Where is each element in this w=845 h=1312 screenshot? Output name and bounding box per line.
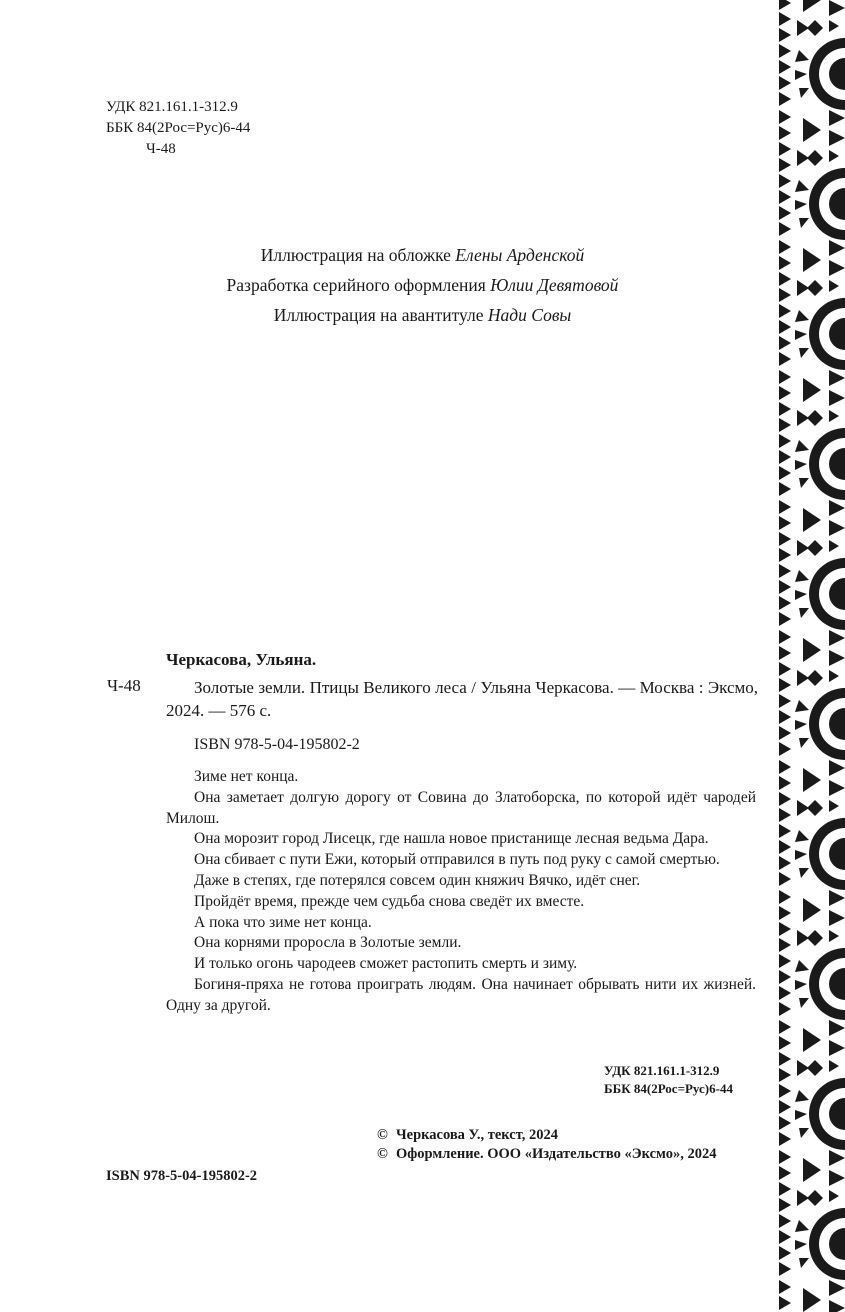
copyright-symbol: © [377,1146,388,1162]
bibliographic-description: Золотые земли. Птицы Великого леса / Ульяна Черкасова. — Москва : Эксмо, 2024. — 576 с. [166,678,758,720]
udk-code: УДК 821.161.1-312.9 [604,1063,720,1078]
author-mark: Ч-48 [146,141,176,157]
annotation-paragraph: Она морозит город Лисецк, где нашла новое пристанище лесная ведьма Дара. [194,830,709,848]
annotation-paragraph: Пройдёт время, прежде чем судьба снова сведёт их вместе. [194,892,585,910]
annotation-paragraph: И только огонь чародеев сможет растопить смерть и зиму. [194,955,578,973]
copyright-block [377,1126,757,1164]
bottom-classification [604,1062,733,1098]
annotation-paragraph: Даже в степях, где потерялся совсем один княжич Вячко, идёт снег. [194,871,641,889]
annotation-paragraph: Зиме нет конца. [194,768,299,785]
ornament-border [779,0,845,1312]
udk-code: УДК 821.161.1-312.9 [106,99,238,115]
annotation-paragraph: Она заметает долгую дорогу от Совина до Златоборска, по которой идёт чародей Милош. [166,788,756,827]
annotation [166,767,756,1017]
copyright-text: Черкасова У., текст, 2024 [396,1127,558,1143]
isbn-bottom: ISBN 978-5-04-195802-2 [106,1168,258,1184]
credit-line: Разработка серийного оформления Юлии Девятовой [226,275,619,295]
copyright-line [377,1145,757,1164]
bbk-code: ББК 84(2Рос=Рус)6-44 [604,1081,733,1096]
annotation-paragraph: Она сбивает с пути Ежи, который отправился в путь под руку с самой смертью. [194,851,720,869]
top-classification [106,97,250,160]
bbk-code: ББК 84(2Рос=Рус)6-44 [106,120,251,136]
annotation-paragraph: Богиня-пряха не готова проиграть людям. Она начинает обрывать нити их жизней. Одну за другой. [166,975,756,1014]
credits-block [0,240,845,330]
isbn: ISBN 978-5-04-195802-2 [194,736,360,753]
credit-line: Иллюстрация на авантитуле Нади Совы [273,305,572,325]
author-heading: Черкасова, Ульяна. [166,650,317,669]
annotation-paragraph: Она корнями проросла в Золотые земли. [194,934,462,952]
copyright-line [377,1126,757,1145]
credit-line: Иллюстрация на обложке Елены Арденской [260,245,585,265]
annotation-paragraph: А пока что зиме нет конца. [194,913,372,931]
author-mark-left: Ч-48 [107,676,141,695]
copyright-symbol: © [377,1127,388,1143]
copyright-text: Оформление. ООО «Издательство «Эксмо», 2024 [396,1146,717,1162]
